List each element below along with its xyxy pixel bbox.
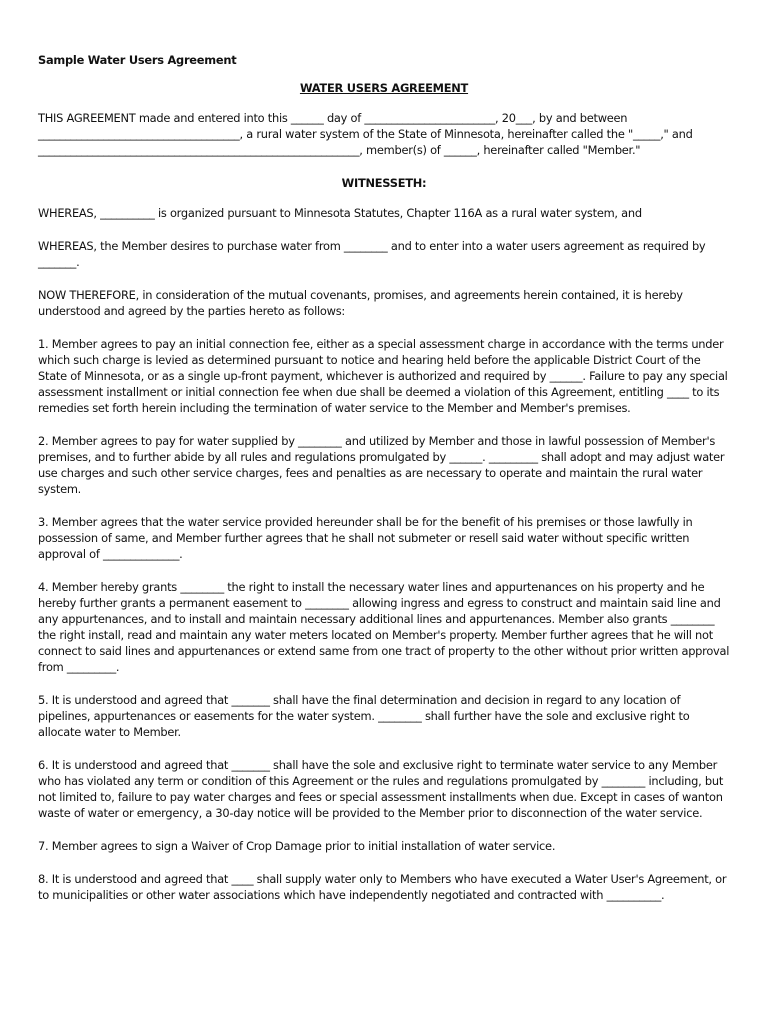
witnesseth-heading: WITNESSETH: [341,176,427,190]
intro-paragraph: THIS AGREEMENT made and entered into this ______ day of ________________________, 20___, by and between _____________________________________, a rural water system of the State of Minnesota, hereinafter called the "_____," and ___________________________________________________________, member(s) of ______, hereinafter called "Member." [38,111,693,157]
clause-8: 8. It is understood and agreed that ____ shall supply water only to Members who have executed a Water User's Agreement, or to municipalities or other water associations which have independently negotiated and contracted with __________. [38,872,727,902]
clause-2: 2. Member agrees to pay for water supplied by ________ and utilized by Member and those in lawful possession of Member's premises, and to further abide by all rules and regulations promulgated by ______. _________ shall adopt and may adjust water use charges and such other service charges, fees and penalties as are necessary to operate and maintain the rural water system. [38,434,725,496]
clause-7: 7. Member agrees to sign a Waiver of Crop Damage prior to initial installation of water service. [38,839,556,853]
clause-4: 4. Member hereby grants ________ the right to install the necessary water lines and appurtenances on his property and he hereby further grants a permanent easement to ________ allowing ingress and egress to construct and maintain said line and any appurtenances, and to install and maintain necessary additional lines and appurtenances. Member also grants ________ the right install, read and maintain any water meters located on Member's property. Member further agrees that he will not connect to said lines and appurtenances or extend same from one tract of property to the other without prior written approval from _________. [38,580,730,674]
whereas-paragraph-1: WHEREAS, __________ is organized pursuant to Minnesota Statutes, Chapter 116A as a rural water system, and [38,206,642,220]
document-title: Sample Water Users Agreement [38,53,237,67]
clause-6: 6. It is understood and agreed that _______ shall have the sole and exclusive right to terminate water service to any Member who has violated any term or condition of this Agreement or the rules and regulations promulgated by ________ including, but not limited to, failure to pay water charges and fees or special assessment installments when due. Except in cases of wanton waste of water or emergency, a 30-day notice will be provided to the Member prior to disconnection of the water service. [38,758,724,820]
clause-3: 3. Member agrees that the water service provided hereunder shall be for the benefit of his premises or those lawfully in possession of same, and Member further agrees that he shall not submeter or resell said water without specific written approval of ______________. [38,515,693,561]
now-therefore-paragraph: NOW THEREFORE, in consideration of the mutual covenants, promises, and agreements herein contained, it is hereby understood and agreed by the parties hereto as follows: [38,288,683,318]
clause-1: 1. Member agrees to pay an initial connection fee, either as a special assessment charge in accordance with the terms under which such charge is levied as determined pursuant to notice and hearing held before the applicable District Court of the State of Minnesota, or as a single up-front payment, whichever is authorized and required by ______. Failure to pay any special assessment installment or initial connection fee when due shall be deemed a violation of this Agreement, entitling ____ to its remedies set forth herein including the termination of water service to the Member and Member's premises. [38,337,728,415]
clause-5: 5. It is understood and agreed that _______ shall have the final determination and decision in regard to any location of pipelines, appurtenances or easements for the water system. ________ shall further have the sole and exclusive right to allocate water to Member. [38,693,690,739]
document-page [38,52,730,920]
whereas-paragraph-2: WHEREAS, the Member desires to purchase water from ________ and to enter into a water users agreement as required by _______. [38,239,706,269]
agreement-heading: WATER USERS AGREEMENT [299,81,469,95]
